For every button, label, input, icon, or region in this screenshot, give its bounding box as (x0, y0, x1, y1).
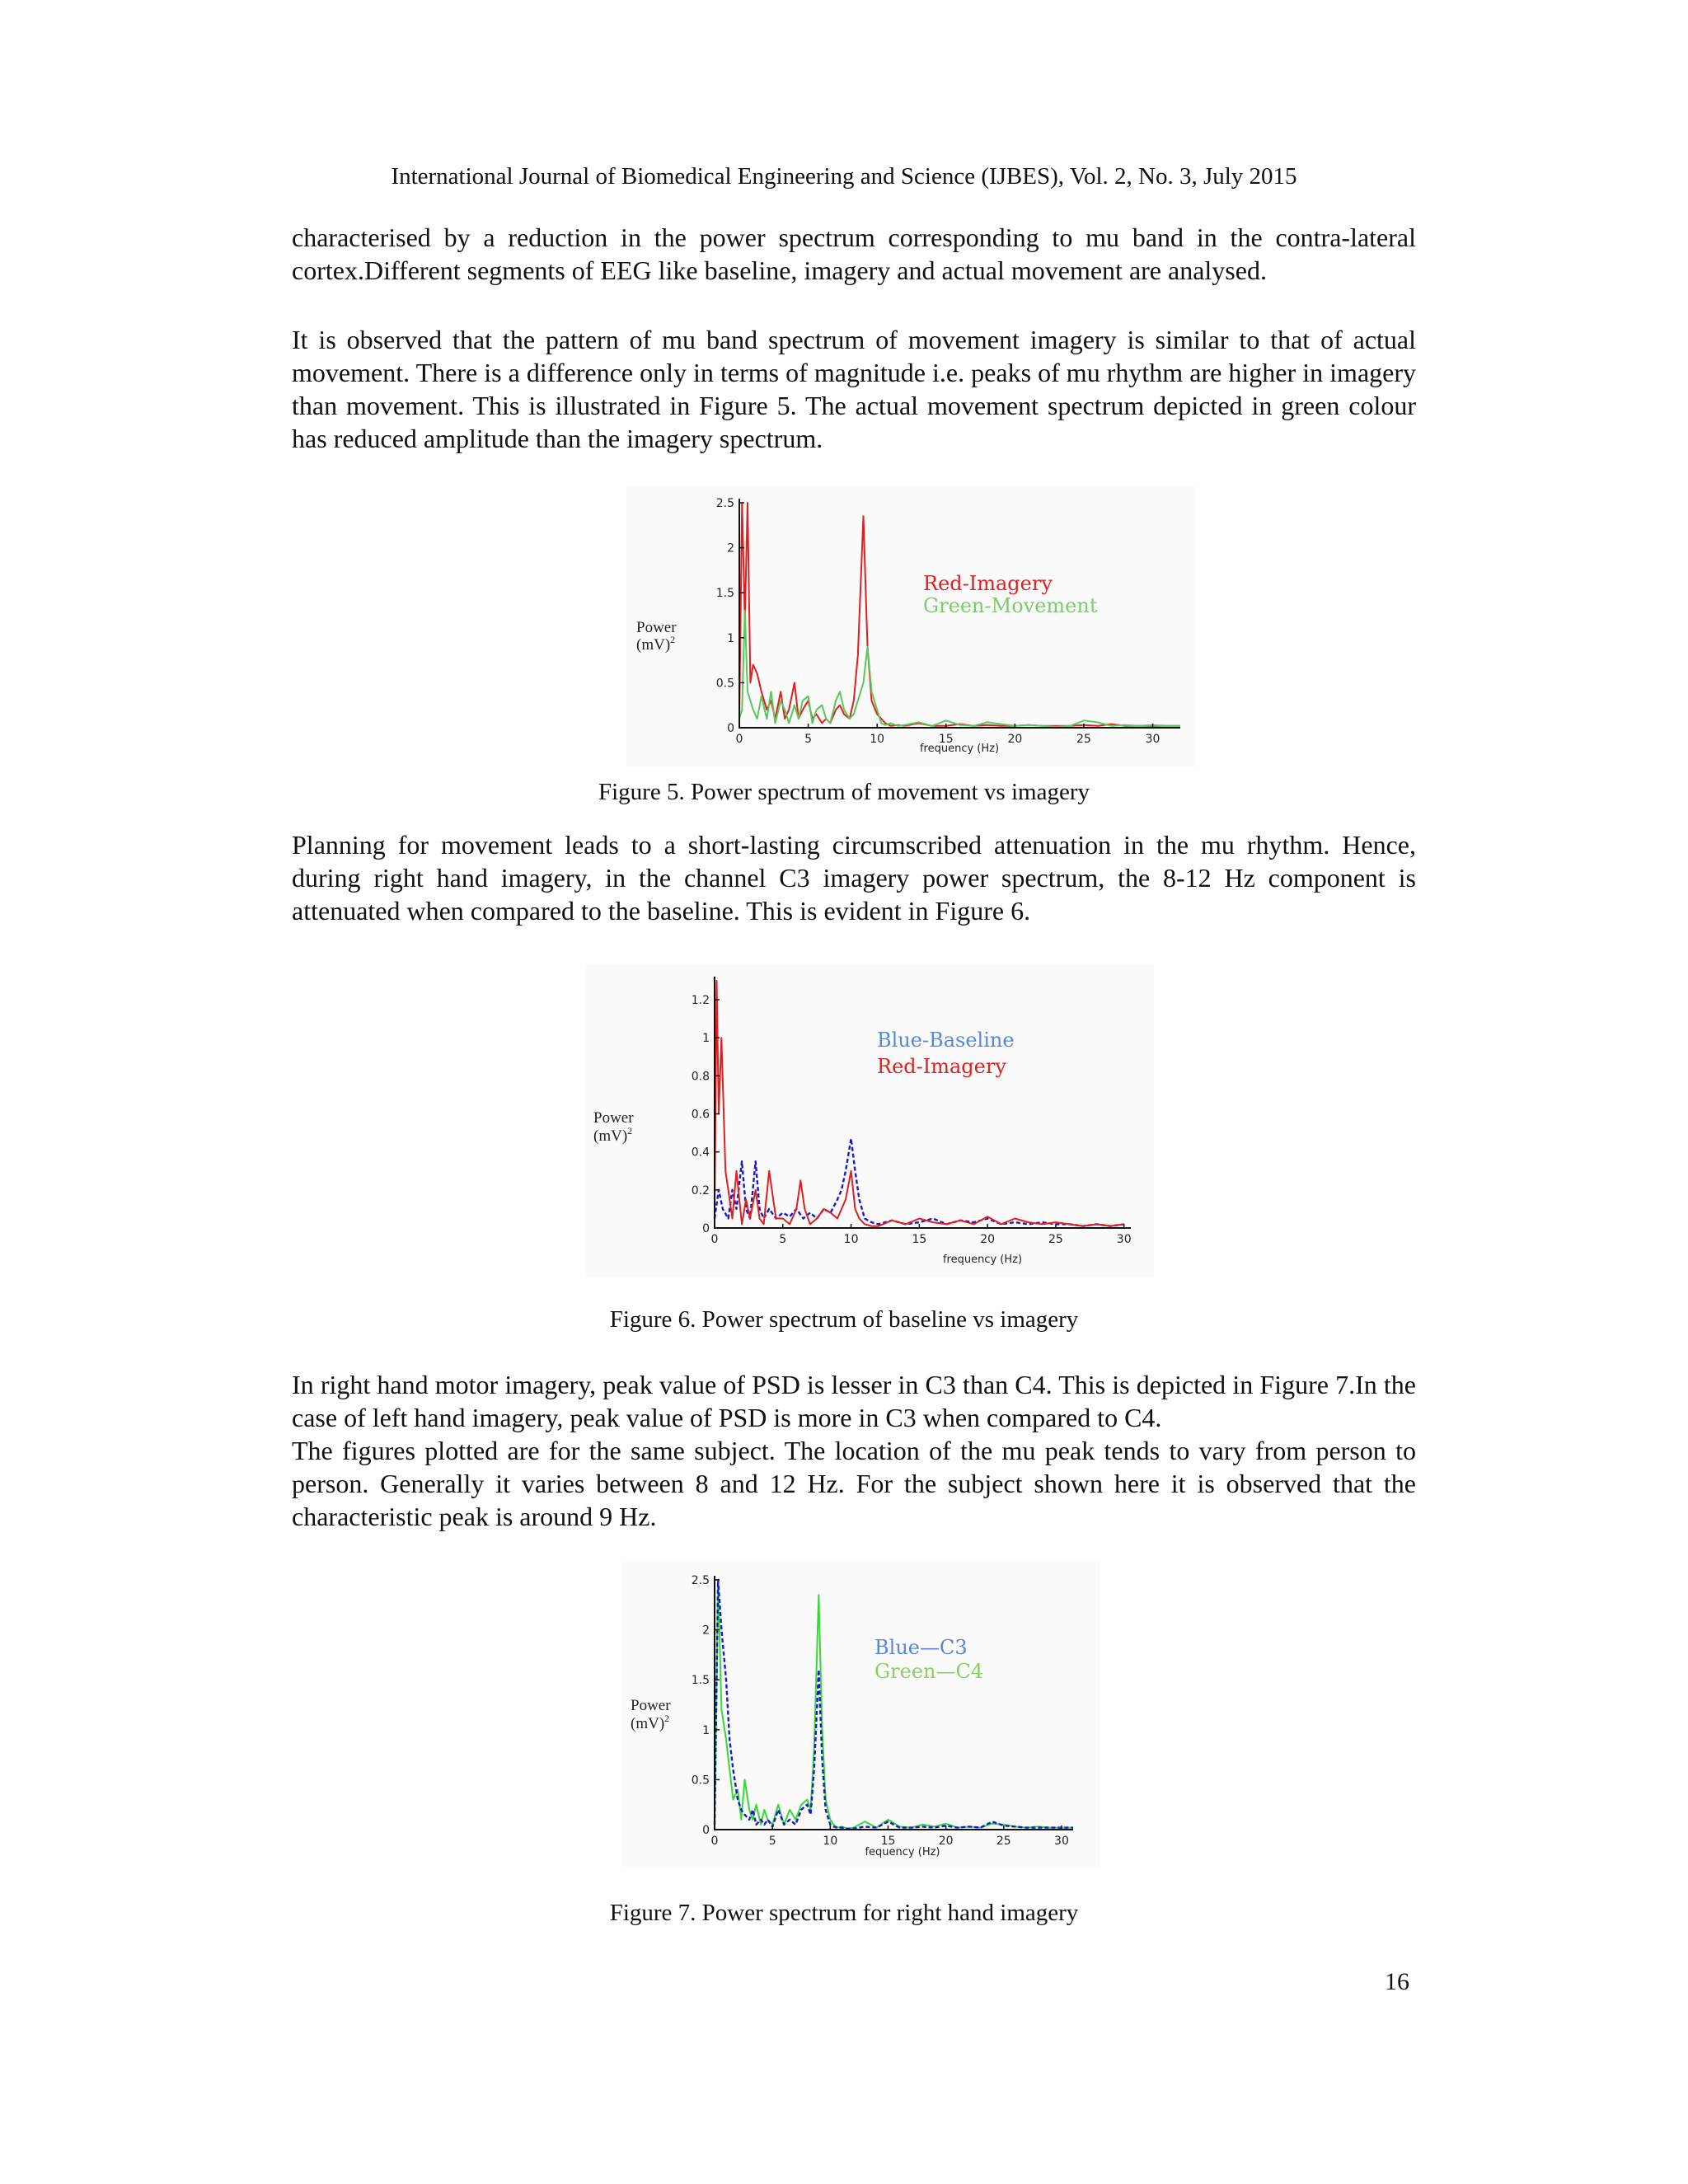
fig7-xtick-label-1: 5 (768, 1835, 776, 1848)
fig6-xtick-label-4: 20 (980, 1233, 996, 1246)
fig7-xtick-label-5: 25 (996, 1835, 1011, 1848)
fig6-ytick-label-2: 0.4 (691, 1146, 710, 1160)
fig5-xtick-label-4: 20 (1007, 733, 1023, 746)
fig7-ytick-label-1: 0.5 (691, 1774, 710, 1788)
figure-7-caption: Figure 7. Power spectrum for right hand imagery (609, 1900, 1079, 1926)
figure-6-yunit: (mV)$^2$ (593, 1125, 633, 1145)
figure-5-yunit: (mV)$^2$ (636, 634, 676, 654)
fig7-ytick-label-2: 1 (702, 1723, 710, 1737)
fig6-ytick-label-4: 0.8 (691, 1070, 710, 1084)
fig6-xtick-label-5: 25 (1048, 1233, 1063, 1246)
fig7-xtick-label-2: 10 (823, 1835, 838, 1848)
figure-5-xlabel: frequency (Hz) (919, 743, 1000, 755)
fig5-xtick-label-2: 10 (870, 733, 885, 746)
fig5-ytick-label-3: 1.5 (715, 587, 734, 601)
figure-6-chart (585, 964, 1154, 1277)
fig5-xtick-label-3: 15 (938, 733, 954, 746)
fig7-xtick-label-6: 30 (1054, 1835, 1069, 1848)
page-number: 16 (1385, 1968, 1409, 1995)
figure-6-xlabel: frequency (Hz) (942, 1254, 1023, 1266)
fig6-ytick-label-3: 0.6 (691, 1108, 710, 1122)
paragraph-2: It is observed that the pattern of mu band spectrum of movement imagery is similar to that of actual movement. There is a difference only in terms of magnitude i.e. peaks of mu rhythm are higher in imagery than movement. This is illustrated in Figure 5. The actual movement spectrum depicted in green colour has reduced amplitude than the imagery spectrum. (292, 325, 1416, 453)
journal-header: International Journal of Biomedical Engineering and Science (IJBES), Vol. 2, No. 3, July 2015 (391, 163, 1297, 190)
fig5-ytick-label-4: 2 (727, 541, 734, 555)
figure-7-legend-blue: Blue—C3 (874, 1636, 968, 1659)
figure-7-yunit: (mV)$^2$ (631, 1713, 670, 1732)
figure-6-ylabel: Power (593, 1109, 634, 1127)
figure-5-chart (626, 486, 1195, 766)
fig5-xtick-label-6: 30 (1145, 733, 1160, 746)
fig6-xtick-label-3: 15 (912, 1233, 927, 1246)
paragraph-3: Planning for movement leads to a short-lasting circumscribed attenuation in the mu rhythm. Hence, during right hand imagery, in the channel C3 imagery power spectrum, the 8-12 Hz component is attenuated when compared to the baseline. This is evident in Figure 6. (292, 830, 1416, 926)
fig6-xtick-label-6: 30 (1116, 1233, 1132, 1246)
figure-5-legend-green: Green-Movement (923, 594, 1098, 617)
fig7-ytick-label-0: 0 (702, 1824, 710, 1837)
fig6-ytick-label-1: 0.2 (691, 1183, 710, 1197)
fig6-xtick-label-2: 10 (843, 1233, 859, 1246)
fig5-ytick-label-2: 1 (727, 631, 734, 645)
figure-5-legend-red: Red-Imagery (923, 572, 1053, 595)
fig5-ytick-label-0: 0 (727, 722, 734, 735)
figure-6-legend-blue: Blue-Baseline (877, 1029, 1015, 1052)
figure-5-caption: Figure 5. Power spectrum of movement vs imagery (598, 779, 1090, 805)
figure-7-xlabel: fequency (Hz) (865, 1846, 940, 1858)
fig5-ytick-label-5: 2.5 (715, 497, 734, 510)
fig5-xtick-label-5: 25 (1076, 733, 1091, 746)
fig6-ytick-label-0: 0 (702, 1222, 710, 1235)
fig6-ytick-label-5: 1 (702, 1032, 710, 1046)
paragraph-4: In right hand motor imagery, peak value of PSD is lesser in C3 than C4. This is depicted in Figure 7.In the case of left hand imagery, peak value of PSD is more in C3 when compared to C4. (292, 1370, 1416, 1432)
fig6-ytick-label-6: 1.2 (691, 994, 710, 1008)
figure-5-ylabel: Power (636, 619, 677, 636)
fig7-ytick-label-4: 2 (702, 1624, 710, 1638)
fig5-xtick-label-1: 5 (804, 733, 813, 746)
fig5-ytick-label-1: 0.5 (715, 677, 734, 691)
fig5-xtick-label-0: 0 (735, 733, 743, 746)
fig7-ytick-label-5: 2.5 (691, 1574, 710, 1587)
figure-6-caption: Figure 6. Power spectrum of baseline vs imagery (609, 1306, 1079, 1333)
figure-7-ylabel: Power (631, 1697, 671, 1714)
paragraph-1: characterised by a reduction in the power spectrum corresponding to mu band in the contra-lateral cortex.Different segments of EEG like baseline, imagery and actual movement are analysed. (292, 223, 1416, 285)
figure-7-chart (622, 1562, 1100, 1867)
paragraph-5: The figures plotted are for the same subject. The location of the mu peak tends to vary from person to person. Generally it varies between 8 and 12 Hz. For the subject shown here it is observed that the characteristic peak is around 9 Hz. (292, 1436, 1416, 1531)
figure-7-legend-green: Green—C4 (874, 1660, 984, 1683)
fig6-xtick-label-0: 0 (710, 1233, 719, 1246)
fig7-xtick-label-3: 15 (880, 1835, 896, 1848)
fig7-xtick-label-0: 0 (710, 1835, 719, 1848)
fig7-ytick-label-3: 1.5 (691, 1674, 710, 1688)
figure-6-legend-red: Red-Imagery (877, 1055, 1006, 1078)
fig7-xtick-label-4: 20 (938, 1835, 954, 1848)
fig6-xtick-label-1: 5 (779, 1233, 787, 1246)
